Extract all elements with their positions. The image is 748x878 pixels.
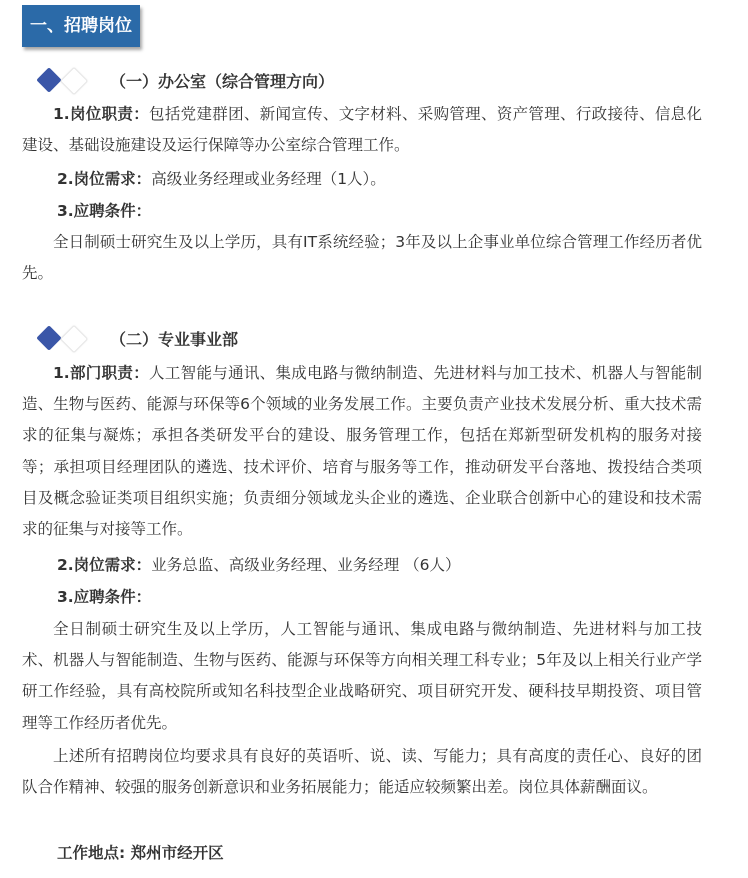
general-requirements-paragraph (22, 741, 702, 803)
business-demand-label: 2.岗位需求： (57, 556, 152, 574)
work-location-value: 郑州市经开区 (130, 844, 224, 862)
business-duty-label: 1.部门职责： (53, 364, 150, 382)
subsection-heading-office (36, 67, 334, 93)
office-demand-text: 高级业务经理或业务经理（1人）。 (151, 170, 386, 188)
business-demand-line (22, 550, 747, 580)
office-demand-line (22, 164, 747, 194)
subsection-title-business: （二）专业事业部 (110, 329, 239, 349)
subsection-title-office: （一）办公室（综合管理方向） (110, 71, 335, 91)
office-conditions-text: 全日制硕士研究生及以上学历，具有IT系统经验；3年及以上企事业单位综合管理工作经历者优先。 (22, 233, 702, 283)
work-location-line (22, 838, 747, 868)
office-conditions-label-line (22, 196, 747, 226)
office-conditions-paragraph (22, 227, 702, 289)
section-header (22, 5, 140, 47)
business-demand-text: 业务总监、高级业务经理、业务经理 （6人） (151, 556, 461, 574)
office-duty-text: 包括党建群团、新闻宣传、文字材料、采购管理、资产管理、行政接待、信息化建设、基础设施建设及运行保障等办公室综合管理工作。 (22, 105, 702, 155)
section-title: 一、招聘岗位 (30, 16, 132, 36)
business-duty-paragraph (22, 358, 702, 545)
subsection-heading-business (36, 325, 238, 351)
office-conditions-label: 3.应聘条件： (57, 202, 152, 220)
office-duty-paragraph (22, 99, 702, 161)
diamond-bullet-icon (36, 67, 88, 93)
general-requirements-text: 上述所有招聘岗位均要求具有良好的英语听、说、读、写能力；具有高度的责任心、良好的团队合作精神、较强的服务创新意识和业务拓展能力；能适应较频繁出差。岗位具体薪酬面议。 (22, 747, 702, 797)
business-conditions-label-line (22, 582, 747, 612)
office-duty-label: 1.岗位职责： (53, 105, 150, 123)
business-duty-text: 人工智能与通讯、集成电路与微纳制造、先进材料与加工技术、机器人与智能制造、生物与医药、能源与环保等6个领域的业务发展工作。主要负责产业技术发展分析、重大技术需求的征集与凝炼；承担各类研发平台的建设、服务管理工作，包括在郑新型研发机构的服务对接等；承担项目经理团队的遴选、技术评价、培育与服务等工作，推动研发平台落地、拨投结合类项目及概念验证类项目组织实施；负责细分领域龙头企业的遴选、企业联合创新中心的建设和技术需求的征集与对接等工作。 (22, 364, 702, 539)
office-demand-label: 2.岗位需求： (57, 170, 152, 188)
diamond-bullet-icon (36, 325, 88, 351)
work-location-label: 工作地点: (57, 844, 131, 862)
business-conditions-label: 3.应聘条件： (57, 588, 152, 606)
business-conditions-text: 全日制硕士研究生及以上学历，人工智能与通讯、集成电路与微纳制造、先进材料与加工技术、机器人与智能制造、生物与医药、能源与环保等方向相关理工科专业；5年及以上相关行业产学研工作经验，具有高校院所或知名科技型企业战略研究、项目研究开发、硬科技早期投资、项目管理等工作经历者优先。 (22, 620, 702, 732)
business-conditions-paragraph (22, 614, 702, 739)
